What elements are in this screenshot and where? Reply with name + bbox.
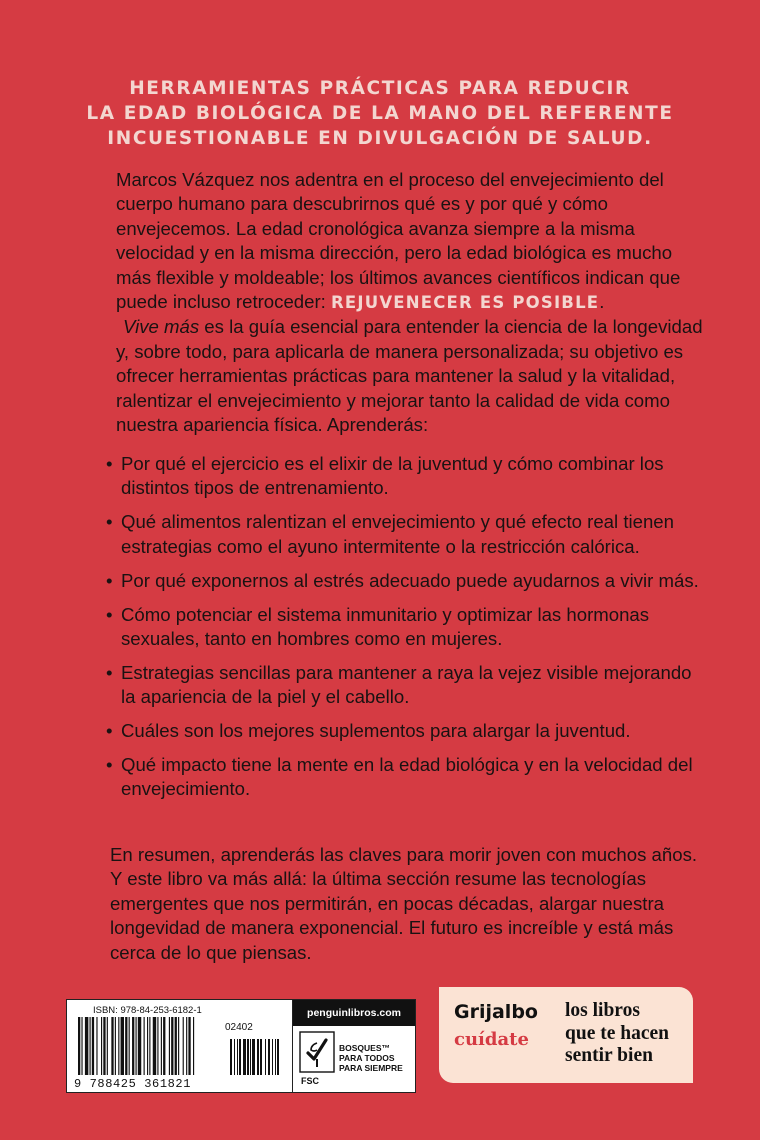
barcode bbox=[67, 1000, 292, 1092]
price-code: 02402 bbox=[225, 1022, 253, 1033]
bullet-marker: • bbox=[106, 720, 113, 742]
barcode-bars bbox=[78, 1017, 286, 1075]
bullet-marker: • bbox=[106, 603, 113, 625]
book-title: Vive más bbox=[123, 316, 200, 338]
fsc-label: FSC bbox=[301, 1076, 319, 1086]
second-paragraph bbox=[116, 315, 706, 437]
list-item: • Qué impacto tiene la mente en la edad biológica y en la velocidad del envejecimiento. bbox=[106, 754, 693, 800]
barcode-panel bbox=[66, 999, 416, 1093]
second-paragraph-text: es la guía esencial para entender la ciencia de la longevidad y, sobre todo, para aplicarla de manera personalizada; su objetivo es ofrecer herramientas prácticas para mantener la salud y la vitalidad, ralentizar el envejecimiento y mejorar tanto la calidad de vida como nuestra apariencia física. Aprenderás: bbox=[116, 316, 703, 436]
publisher-line: cuídate bbox=[454, 1029, 529, 1050]
publisher-badge bbox=[439, 987, 693, 1083]
summary-paragraph: En resumen, aprenderás las claves para morir joven con muchos años. Y este libro va más allá: la última sección resume las tecnologías emergentes que nos permitirán, en pocas décadas, alargar nuestra longevidad de manera exponencial. El futuro es increíble y está más cerca de lo que piensas. bbox=[110, 844, 698, 963]
barcode-digits: 9 788425 361821 bbox=[74, 1077, 192, 1091]
bullet-marker: • bbox=[106, 453, 113, 474]
bullet-marker: • bbox=[106, 569, 113, 591]
intro-text: Marcos Vázquez nos adentra en el proceso del envejecimiento del cuerpo humano para descubrirnos qué es y por qué y cómo envejecemos. La edad cronológica avanza siempre a la misma velocidad y en la misma dirección, pero la edad biológica es mucho más flexible y moldeable; los últimos avances científicos indican que puede incluso retroceder: bbox=[116, 169, 681, 313]
list-item: • Por qué exponernos al estrés adecuado puede ayudarnos a vivir más. bbox=[106, 569, 706, 593]
headline-line: HERRAMIENTAS PRÁCTICAS PARA REDUCIR bbox=[129, 78, 631, 99]
list-item: • Cuáles son los mejores suplementos para alargar la juventud. bbox=[106, 719, 706, 743]
publisher-tagline: los libros que te hacen sentir bien bbox=[565, 1000, 669, 1066]
tree-checkmark-icon bbox=[299, 1031, 335, 1073]
headline-line: INCUESTIONABLE EN DIVULGACIÓN DE SALUD. bbox=[107, 128, 653, 149]
fsc-logo bbox=[299, 1031, 411, 1087]
publisher-name: Grijalbo bbox=[454, 1001, 538, 1023]
fsc-text: BOSQUES™ PARA TODOS PARA SIEMPRE bbox=[339, 1043, 403, 1073]
isbn-label: ISBN: 978-84-253-6182-1 bbox=[93, 1005, 202, 1016]
list-item: • Qué alimentos ralentizan el envejecimiento y qué efecto real tienen estrategias como el ayuno intermitente o la restricción calórica. bbox=[106, 511, 674, 557]
headline-line: LA EDAD BIOLÓGICA DE LA MANO DEL REFERENTE bbox=[86, 103, 674, 124]
benefits-list bbox=[106, 452, 706, 811]
intro-highlight: REJUVENECER ES POSIBLE bbox=[331, 293, 600, 313]
website-label: penguinlibros.com bbox=[293, 1000, 415, 1026]
headline bbox=[60, 76, 700, 151]
intro-end: . bbox=[599, 291, 605, 313]
list-item: • Por qué el ejercicio es el elixir de la juventud y cómo combinar los distintos tipos de entrenamiento. bbox=[106, 453, 664, 499]
description bbox=[116, 168, 706, 437]
list-item: • Cómo potenciar el sistema inmunitario y optimizar las hormonas sexuales, tanto en hombres como en mujeres. bbox=[106, 603, 650, 649]
bullet-marker: • bbox=[106, 754, 113, 776]
bullet-marker: • bbox=[106, 511, 113, 533]
list-item: • Estrategias sencillas para mantener a raya la vejez visible mejorando la apariencia de la piel y el cabello. bbox=[106, 661, 692, 708]
bullet-marker: • bbox=[106, 661, 113, 683]
intro-paragraph bbox=[116, 168, 706, 315]
